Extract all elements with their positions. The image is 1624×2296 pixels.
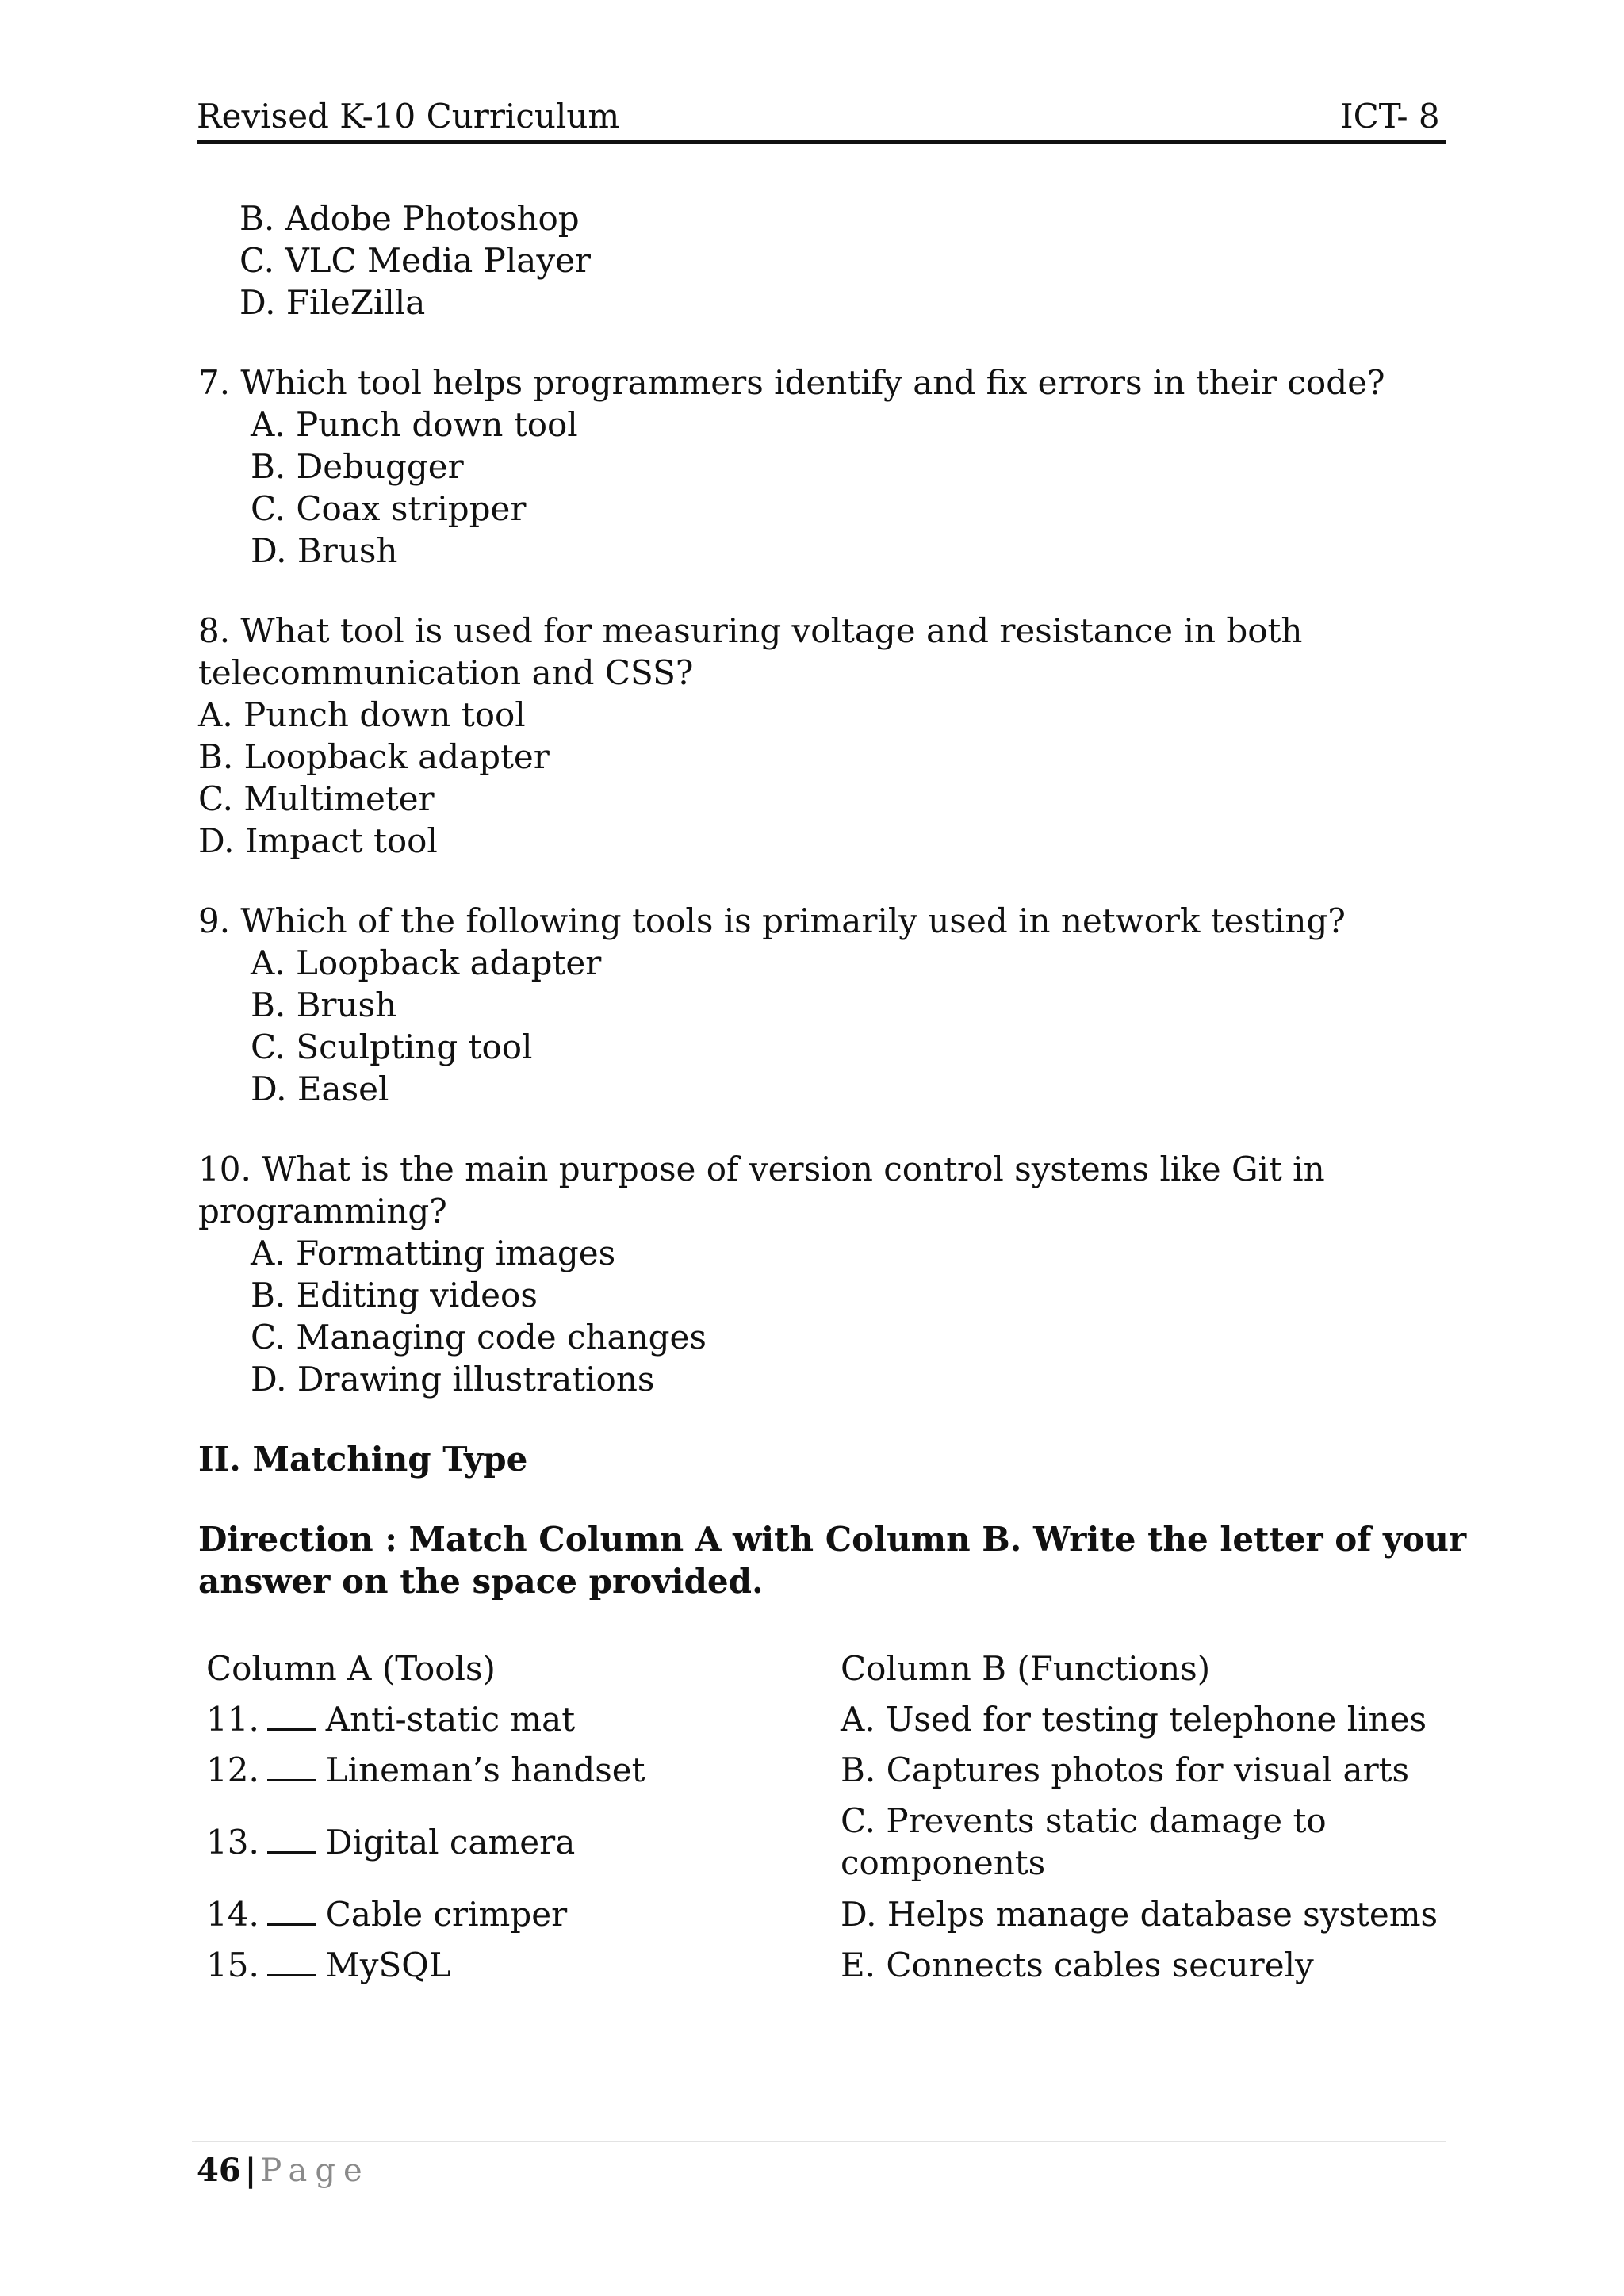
q8-option-d: D. Impact tool	[198, 821, 438, 860]
q6-option-c: C. VLC Media Player	[239, 241, 592, 280]
answer-blank[interactable]	[267, 1705, 316, 1731]
q10-question-line1: 10. What is the main purpose of version control systems like Git in	[198, 1150, 1325, 1188]
function-e: E. Connects cables securely	[841, 1946, 1314, 1984]
footer-separator: |	[244, 2152, 257, 2189]
tool-name: Anti-static mat	[325, 1700, 576, 1739]
answer-blank[interactable]	[267, 1950, 316, 1976]
page-number: 46	[197, 2152, 241, 2189]
q7-option-a: A. Punch down tool	[251, 405, 578, 444]
function-c-line1: C. Prevents static damage to	[841, 1801, 1327, 1840]
answer-blank[interactable]	[267, 1900, 316, 1926]
item-number: 15.	[206, 1946, 259, 1984]
function-a: A. Used for testing telephone lines	[841, 1700, 1427, 1739]
tool-name: Cable crimper	[325, 1895, 568, 1934]
match-row-13	[206, 1822, 575, 1863]
q10-option-a: A. Formatting images	[251, 1234, 616, 1272]
direction-line2: answer on the space provided.	[198, 1562, 764, 1601]
match-row-14	[206, 1894, 567, 1935]
column-a-header: Column A (Tools)	[206, 1649, 496, 1688]
q8-question-line1: 8. What tool is used for measuring voltage and resistance in both	[198, 611, 1303, 650]
q6-option-d: D. FileZilla	[239, 283, 426, 322]
column-b-header: Column B (Functions)	[841, 1649, 1211, 1688]
q8-question-line2: telecommunication and CSS?	[198, 653, 694, 692]
q9-option-b: B. Brush	[251, 985, 397, 1024]
item-number: 12.	[206, 1751, 259, 1789]
header-subject: ICT- 8	[1340, 97, 1440, 136]
q8-option-c: C. Multimeter	[198, 779, 435, 818]
q7-option-d: D. Brush	[251, 531, 398, 570]
page-label: Page	[260, 2152, 370, 2189]
q9-option-c: C. Sculpting tool	[251, 1027, 533, 1066]
tool-name: MySQL	[325, 1946, 451, 1984]
item-number: 13.	[206, 1823, 259, 1862]
item-number: 11.	[206, 1700, 259, 1739]
q10-option-c: C. Managing code changes	[251, 1318, 707, 1357]
function-b: B. Captures photos for visual arts	[841, 1751, 1410, 1789]
q6-option-b: B. Adobe Photoshop	[239, 199, 580, 238]
section-title: II. Matching Type	[198, 1440, 528, 1479]
tool-name: Lineman’s handset	[325, 1751, 645, 1789]
q9-question: 9. Which of the following tools is primarily used in network testing?	[198, 901, 1346, 940]
q9-option-a: A. Loopback adapter	[251, 943, 602, 982]
q8-option-b: B. Loopback adapter	[198, 737, 550, 776]
item-number: 14.	[206, 1895, 259, 1934]
q10-option-b: B. Editing videos	[251, 1276, 538, 1314]
function-d: D. Helps manage database systems	[841, 1895, 1438, 1934]
q10-question-line2: programming?	[198, 1192, 447, 1230]
q9-option-d: D. Easel	[251, 1070, 389, 1108]
answer-blank[interactable]	[267, 1827, 316, 1854]
q7-option-c: C. Coax stripper	[251, 489, 527, 528]
answer-blank[interactable]	[267, 1755, 316, 1781]
function-c-line2: components	[841, 1843, 1046, 1882]
q10-option-d: D. Drawing illustrations	[251, 1360, 655, 1399]
header-title: Revised K-10 Curriculum	[197, 97, 620, 136]
match-row-11	[206, 1699, 575, 1740]
q7-option-b: B. Debugger	[251, 447, 464, 486]
tool-name: Digital camera	[325, 1823, 576, 1862]
footer-rule	[192, 2141, 1446, 2142]
match-row-15	[206, 1945, 451, 1986]
direction-line1: Direction : Match Column A with Column B. Write the letter of your	[198, 1520, 1467, 1559]
header-rule	[197, 140, 1446, 144]
page-footer	[197, 2152, 370, 2189]
q7-question: 7. Which tool helps programmers identify and fix errors in their code?	[198, 363, 1385, 402]
q8-option-a: A. Punch down tool	[198, 695, 526, 734]
match-row-12	[206, 1750, 645, 1791]
